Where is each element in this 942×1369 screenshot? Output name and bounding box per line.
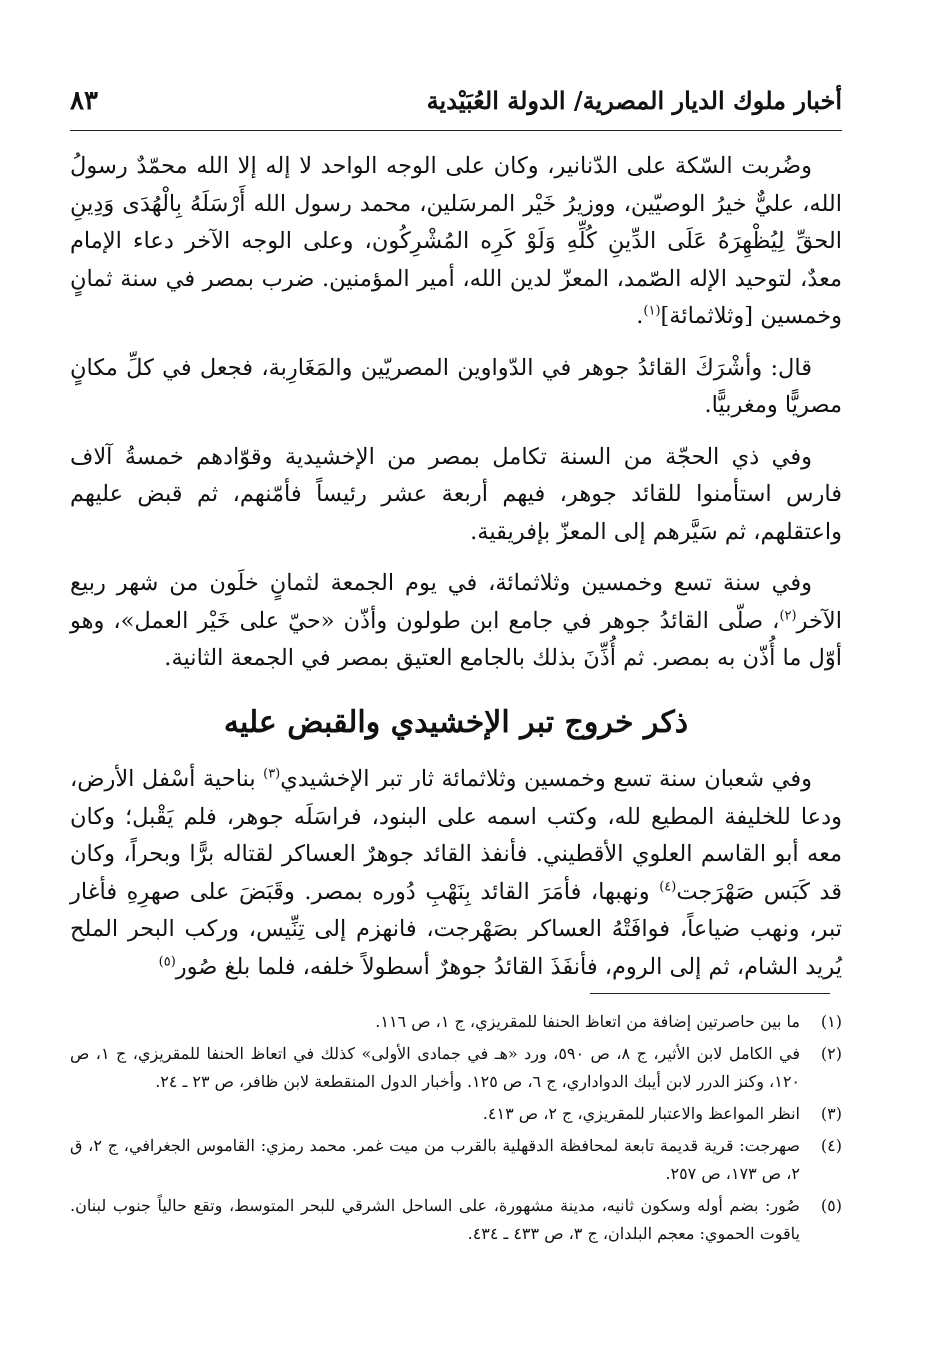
footnote bbox=[70, 1008, 842, 1036]
paragraph bbox=[70, 565, 842, 678]
footnote-number: (١) bbox=[820, 1012, 842, 1031]
page-number: ٨٣ bbox=[70, 86, 98, 116]
footnote-ref: (٥) bbox=[158, 954, 176, 969]
footnote-text: في الكامل لابن الأثير، ج ٨، ص ٥٩٠، ورد «هـ في جمادى الأولى» كذلك في اتعاظ الحنفا للمقريزي، ج ١، ص ١٢٠، وكنز الدرر لابن أيبك الدواداري، ج ٦، ص ١٢٥. وأخبار الدول المنقطعة لابن ظافر، ص ٢٣ ـ ٢٤. bbox=[70, 1044, 801, 1091]
page-header bbox=[70, 82, 842, 131]
footnote-ref: (٣) bbox=[263, 766, 281, 782]
footnote-ref: (٢) bbox=[779, 608, 797, 623]
footnote-number: (٤) bbox=[820, 1136, 842, 1155]
footnote bbox=[70, 1132, 842, 1188]
footnote-number: (٥) bbox=[820, 1196, 842, 1215]
footnote-number: (٣) bbox=[820, 1104, 842, 1123]
footnote-number: (٢) bbox=[820, 1044, 842, 1063]
running-title: أخبار ملوك الديار المصرية/ الدولة العُبَيْدية bbox=[426, 86, 842, 115]
paragraph-text: وفي شعبان سنة تسع وخمسين وثلاثمائة ثار تبر الإخشيدي bbox=[280, 766, 812, 792]
paragraph bbox=[70, 148, 842, 336]
paragraph: وفي ذي الحجّة من السنة تكامل بمصر من الإخشيدية وقوّادهم خمسةُ آلاف فارس استأمنوا للقائد جوهر، فيهم أربعة عشر رئيساً فأمّنهم، ثم قبض عليهم واعتقلهم، ثم سَيَّرهم إلى المعزّ بإفريقية. bbox=[70, 443, 842, 545]
footnote-ref: (١) bbox=[643, 303, 661, 319]
footnote-text: انظر المواعظ والاعتبار للمقريزي، ج ٢، ص ٤١٣. bbox=[482, 1104, 800, 1123]
section-heading: ذكر خروج تبر الإخشيدي والقبض عليه bbox=[223, 704, 689, 740]
paragraph: قال: وأشْرَكَ القائدُ جوهر في الدّواوين المصريّين والمَغَارِبة، فجعل في كلِّ مكانٍ مصريًّا ومغربيًّا. bbox=[70, 354, 842, 418]
main-text bbox=[70, 148, 842, 1000]
footnote-text: صُور: بضم أوله وسكون ثانيه، مدينة مشهورة، على الساحل الشرقي للبحر المتوسط، وتقع حالياً جنوب لبنان. ياقوت الحموي: معجم البلدان، ج ٣، ص ٤٣٣ ـ ٤٣٤. bbox=[70, 1196, 801, 1243]
paragraph bbox=[70, 761, 842, 986]
footnote bbox=[70, 1192, 842, 1248]
footnotes bbox=[70, 1008, 842, 1252]
paragraph-text: ونهبها، فأمَرَ القائد بِنَهْبِ دُوره بمصر. وقَبَضَ على صهرِهِ فأغار تبر، ونهب ضياعاً، فوافَتْهُ العساكر بصَهْرجت، فانهزم إلى تِنِّيس، وركب البحر الملح يُريد الشام، ثم إلى الروم، فأنفَذَ القائدُ جوهرٌ أسطولاً خلفه، فلما بلغ صُور bbox=[70, 878, 842, 980]
footnote-divider bbox=[590, 993, 830, 994]
footnote-ref: (٤) bbox=[659, 879, 677, 894]
paragraph-text: ، صلّى القائدُ جوهر في جامع ابن طولون وأذّن «حيّ على خَيْر العمل»، وهو أوّل ما أُذّن به بمصر. ثم أُذِّنَ بذلك بالجامع العتيق بمصر في الجمعة الثانية. bbox=[70, 607, 842, 671]
footnote bbox=[70, 1100, 842, 1128]
footnote-text: صهرجت: قرية قديمة تابعة لمحافظة الدقهلية بالقرب من ميت غمر. محمد رمزي: القاموس الجغرافي، ج ٢، ق ٢، ص ١٧٣، ص ٢٥٧. bbox=[70, 1136, 801, 1183]
paragraph-text: وفي سنة تسع وخمسين وثلاثمائة، في يوم الجمعة لثمانٍ خلَون من شهر ربيع الآخر bbox=[70, 570, 842, 634]
footnote-text: ما بين حاصرتين إضافة من اتعاظ الحنفا للمقريزي، ج ١، ص ١١٦. bbox=[375, 1012, 800, 1031]
paragraph-end: . bbox=[636, 303, 644, 329]
footnote bbox=[70, 1040, 842, 1096]
paragraph-text: وضُربت السّكة على الدّنانير، وكان على الوجه الواحد لا إله إلا الله محمّدٌ رسولُ الله، عليٌّ خيرُ الوصيّين، ووزيرُ خَيْر المرسَلين، محمد رسول الله أَرْسَلَهُ بِالْهُدَى وَدِينِ الحقِّ لِيُظْهِرَهُ عَلَى الدِّينِ كُلِّهِ وَلَوْ كَرِه المُشْرِكُون، وعلى الوجه الآخر دعاء الإمام معدٌ، لتوحيد الإله الصّمد، المعزّ لدين الله، أمير المؤمنين. ضرب بمصر في سنة ثمانٍ وخمسين [وثلاثمائة] bbox=[70, 153, 842, 329]
paragraph-text: بناحية أسْفل الأرض، ودعا للخليفة المطيع لله، وكتب اسمه على البنود، فراسَلَه جوهر، فلم يَقْبل؛ وكان معه أبو القاسم العلوي الأقطيني. فأنفذ القائد جوهرٌ العساكر لقتاله برًّا وبحراً، وكان قد كَبَس صَهْرَجت bbox=[70, 766, 842, 905]
